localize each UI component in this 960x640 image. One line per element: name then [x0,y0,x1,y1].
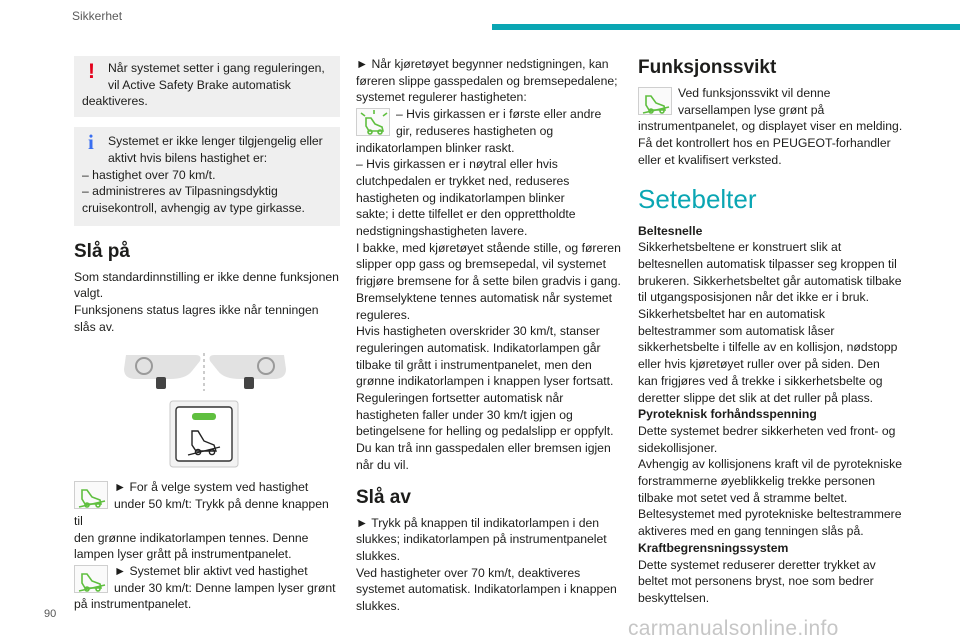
text-line: slås av. [74,319,115,334]
text-line: hastigheten faller under 30 km/t igjen og [356,407,573,422]
text-line: deretter slippe det slik at det ruller på plass. [638,390,874,405]
text-line: tilbake til grått i instrumentpanelet, men den [356,357,592,372]
warning-line: Når systemet setter i gang reguleringen, [108,61,325,75]
steering-wheel-control-icon [74,347,340,469]
text-line: instrumentpanelet, og displayet viser en melding. [638,119,903,134]
text-line: varsellampen lyse grønt på [678,102,825,117]
text-line: når du vil. [356,457,409,472]
text-line: reguleringen automatisk. Indikatorlampen går [356,340,601,355]
text-line: beltesnellen automatisk tilpasser seg kroppen til [638,256,897,271]
text-line: Reguleringen fortsetter automatisk når [356,391,564,406]
text-line: lampen lyser grått på instrumentpanelet. [74,547,292,562]
text-line: frigjøre bremsene for å sette bilen gradvis i gang. [356,274,621,289]
info-line: cruisekontroll, avhengig av type girkasse. [82,200,305,215]
info-note [74,127,340,226]
info-line: Systemet er ikke lenger tilgjengelig eller [108,134,323,149]
text-line: Sikkerhetsbeltet har en automatisk [638,307,825,322]
text-line: nedstigningshastigheten lavere. [356,224,528,239]
text-line: aktiveres med en gang tenningen slås på. [638,524,864,539]
subheading: Beltesnelle [638,223,703,238]
header-accent-bar [492,24,960,30]
text-line: Få det kontrollert hos en PEUGEOT-forhandler [638,136,891,151]
text-line: Sikkerhetsbeltene er konstruert slik at [638,240,842,255]
text-line: beltestrammer som automatisk låser [638,323,835,338]
text-line: sikkerhetsbelte i tilfelle av en kollisjon, nødstopp [638,340,898,355]
text-line: ► For å velge system ved hastighet [114,480,309,495]
text-line: indikatorlampen blinker raskt. [356,140,515,155]
text-line: slukkes. [356,599,401,614]
subheading: Kraftbegrensningssystem [638,540,789,555]
info-mark-icon: i [88,130,94,155]
warning-line: deaktiveres. [82,94,148,109]
text-line: Beltesystemet med pyrotekniske beltestrammere [638,507,902,522]
info-line: – hastighet over 70 km/t. [82,167,216,182]
section-title-setebelter: Setebelter [638,183,757,214]
text-line: sakte; i dette tilfellet er den opprettholdte [356,207,576,222]
text-line: slukkes. [356,548,401,563]
text-line: grønne indikatorlampen i knappen lyser fortsatt. [356,374,614,389]
text-line: eller hvis kjøretøyet ruller over på siden. Den [638,357,880,372]
warning-line: vil Active Safety Brake automatisk [108,77,291,92]
column-1 [74,56,340,613]
info-line: aktivt hvis bilens hastighet er: [108,150,268,165]
text-line: den grønne indikatorlampen tennes. Denne [74,530,309,545]
text-line: under 30 km/t: Denne lampen lyser grønt [114,580,336,595]
text-line: tilbake mot setet ved å stramme beltet. [638,490,848,505]
text-line: Dette systemet reduserer deretter trykket av [638,557,876,572]
warning-mark-icon: ! [88,60,95,83]
text-line: betingelsene for helling og pedalslipp er oppfylt. [356,424,614,439]
text-line: systemet automatisk. Indikatorlampen i knappen [356,582,617,597]
text-line: Ved hastigheter over 70 km/t, deaktiveres [356,565,581,580]
text-line: Bremselyktene tennes automatisk når systemet [356,290,613,305]
heading-sla-av: Slå av [356,486,411,508]
control-figure [74,347,340,469]
text-line: forstrammerne øyeblikkelig trekke personen [638,474,876,489]
text-line: sidekollisjoner. [638,440,718,455]
text-line: – Hvis girkassen er i nøytral eller hvis [356,157,558,172]
column-3 [638,56,908,607]
page-number: 90 [44,608,57,620]
hill-descent-flashing-icon [356,108,390,136]
column-2 [356,56,624,615]
text-line: reguleres. [356,307,411,322]
text-line: beskyttelsen. [638,590,710,605]
text-line: Avhengig av kollisjonens kraft vil de pyrotekniske [638,457,902,472]
text-line: hastigheten og indikatorlampen blinker [356,190,565,205]
text-line: gir, reduseres hastigheten og [396,123,554,138]
text-line: ► Når kjøretøyet begynner nedstigningen, kan [356,57,609,71]
text-line: slipper opp gass og bremsepedal, vil systemet [356,257,606,272]
subheading: Pyroteknisk forhåndsspenning [638,407,817,422]
hill-descent-green-icon [74,565,108,593]
text-line: valgt. [74,286,104,301]
text-line: brukeren. Sikkerhetsbeltet går automatisk tilbake [638,273,902,288]
text-line: Du kan trå inn gasspedalen eller bremsen igjen [356,441,611,456]
info-line: – administreres av Tilpasningsdyktig [82,184,278,199]
text-line: – Hvis girkassen er i første eller andre [396,107,602,122]
text-line: Dette systemet bedrer sikkerheten ved front- og [638,423,896,438]
text-line: Funksjonens status lagres ikke når tenningen [74,303,319,318]
text-line: under 50 km/t: Trykk på denne knappen til [74,497,329,528]
page-header-title: Sikkerhet [72,9,123,23]
text-line: beltet mot personens bryst, noe som bedrer [638,574,874,589]
hill-descent-green-icon [74,481,108,509]
warning-note [74,56,340,117]
text-line: Hvis hastigheten overskrider 30 km/t, stanser [356,324,600,339]
text-line: på instrumentpanelet. [74,597,192,612]
text-line: eller et kvalifisert verksted. [638,152,782,167]
text-line: føreren slippe gasspedalen og bremsepedalene; [356,73,618,88]
watermark: carmanualsonline.info [628,617,839,640]
text-line: ► Systemet blir aktivt ved hastighet [114,563,308,578]
text-line: Som standardinnstilling er ikke denne funksjonen [74,269,339,284]
hill-descent-green-icon [638,87,672,115]
text-line: slukkes; indikatorlampen på instrumentpanelet [356,532,607,547]
text-line: systemet regulerer hastigheten: [356,90,527,105]
text-line: clutchpedalen er trykket ned, reduseres [356,173,570,188]
text-line: kan frigjøres ved å trekke i sikkerhetsbelte og [638,373,883,388]
heading-sla-pa: Slå på [74,240,130,262]
text-line: I bakke, med kjøretøyet stående stille, og føreren [356,240,621,255]
text-line: Ved funksjonssvikt vil denne [678,86,831,100]
text-line: ► Trykk på knappen til indikatorlampen i den [356,515,600,530]
text-line: til utgangsposisjonen når det ikke er i bruk. [638,290,870,305]
heading-funksjonssvikt: Funksjonssvikt [638,57,777,78]
